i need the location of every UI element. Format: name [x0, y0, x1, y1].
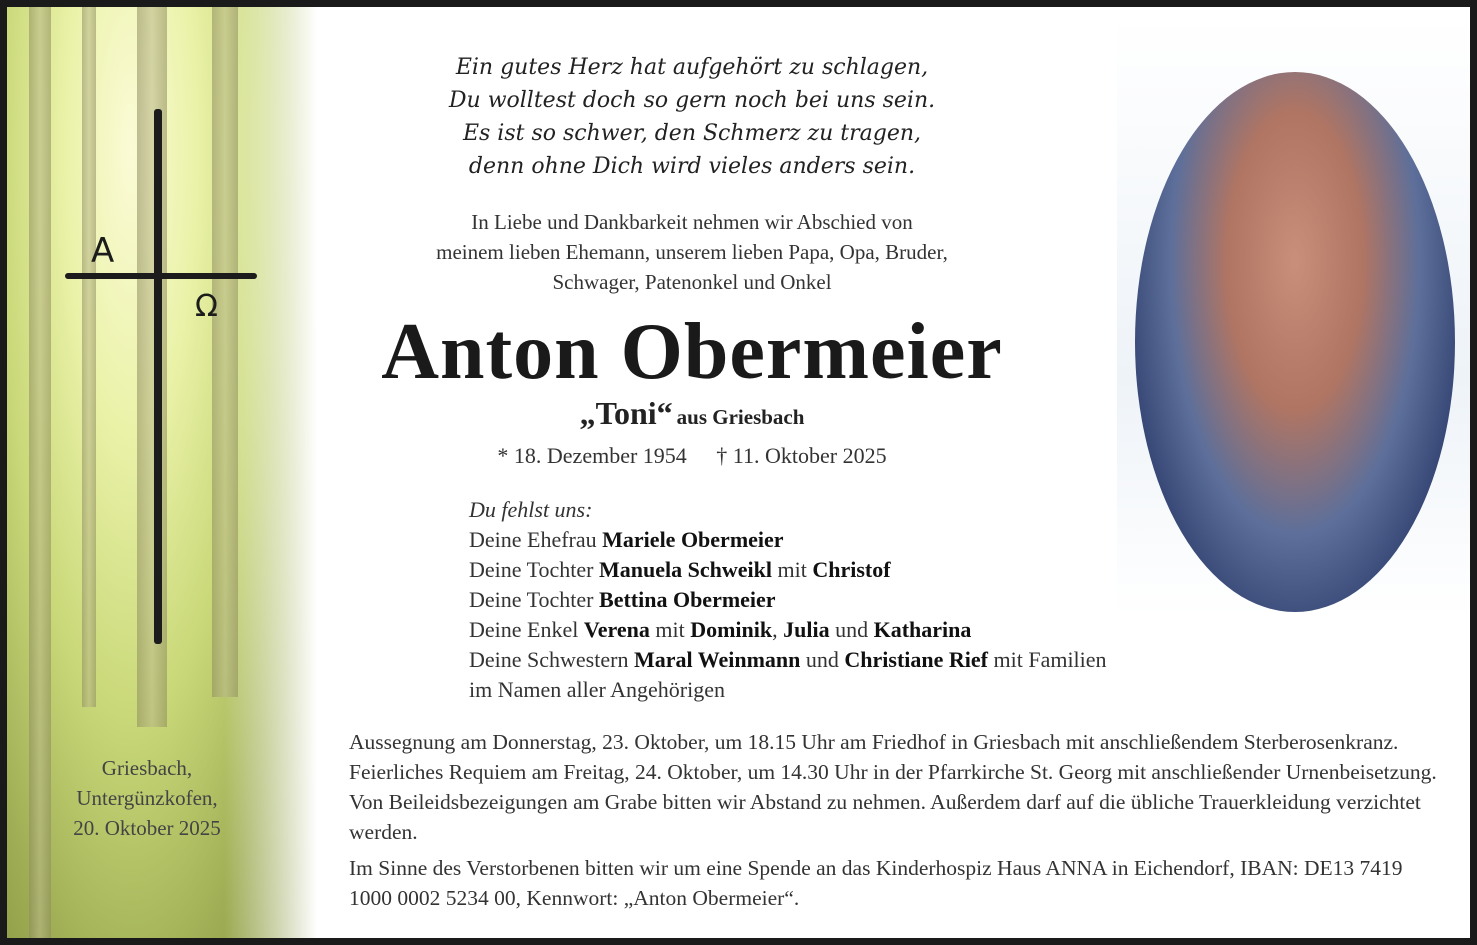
death-date: † 11. Oktober 2025 [716, 443, 887, 468]
relative-name: Christiane Rief [844, 647, 988, 672]
family-line [469, 615, 1229, 645]
cross-beam [65, 273, 257, 279]
connector: mit Familien [993, 647, 1107, 672]
alpha-symbol: A [91, 231, 115, 271]
family-line [469, 645, 1229, 675]
relative-name: Mariele Obermeier [602, 527, 784, 552]
relative-name: Verena [583, 617, 650, 642]
poem-line: denn ohne Dich wird vieles anders sein. [468, 154, 916, 179]
connector: mit [777, 557, 807, 582]
relation-label: Deine Tochter [469, 587, 594, 612]
life-dates [347, 443, 1037, 469]
poem-line: Du wolltest doch so gern noch bei uns sein. [448, 88, 936, 113]
connector: , [772, 617, 778, 642]
family-closing: im Namen aller Angehörigen [469, 677, 725, 702]
donation-info: Im Sinne des Verstorbenen bitten wir um eine Spende an das Kinderhospiz Haus ANNA in Eichendorf, IBAN: DE13 7419 1000 0002 5234 00, Kennwort: „Anton Obermeier“. [349, 856, 1403, 910]
relative-name: Manuela Schweikl [599, 557, 772, 582]
place-line: Untergünzkofen, [76, 786, 218, 810]
nickname-line [347, 395, 1037, 432]
place-date-line: 20. Oktober 2025 [73, 816, 221, 840]
family-line [469, 555, 1229, 585]
intro-text [347, 207, 1037, 297]
family-line [469, 525, 1229, 555]
connector: und [835, 617, 869, 642]
poem-line: Es ist so schwer, den Schmerz zu tragen, [462, 121, 922, 146]
funeral-details: Aussegnung am Donnerstag, 23. Oktober, um 18.15 Uhr am Friedhof in Griesbach mit anschließendem Sterberosenkranz. Feierliches Requiem am Freitag, 24. Oktober, um 14.30 Uhr in der Pfarrkirche St. Georg mit anschließender Urnenbeisetzung. Von Beileidsbezeigungen am Grabe bitten wir Abstand zu nehmen. Außerdem darf auf die übliche Trauerkleidung verzichtet werden. [349, 730, 1437, 844]
tree-trunk [212, 7, 238, 697]
relation-label: Deine Ehefrau [469, 527, 597, 552]
relative-name: Dominik [690, 617, 773, 642]
place-line: Griesbach, [101, 756, 193, 780]
relative-name: Bettina Obermeier [599, 587, 776, 612]
connector: mit [655, 617, 685, 642]
birth-date: * 18. Dezember 1954 [497, 443, 687, 468]
relative-name: Katharina [873, 617, 972, 642]
intro-line: In Liebe und Dankbarkeit nehmen wir Abschied von [471, 210, 913, 234]
omega-symbol: Ω [195, 289, 218, 324]
place-date [37, 753, 257, 843]
intro-line: Schwager, Patenonkel und Onkel [552, 270, 832, 294]
relation-label: Deine Tochter [469, 557, 594, 582]
nickname: „Toni“ [579, 395, 673, 431]
deceased-name: Anton Obermeier [381, 308, 1003, 396]
relative-name: Julia [783, 617, 830, 642]
connector: und [805, 647, 839, 672]
poem-line: Ein gutes Herz hat aufgehört zu schlagen, [455, 55, 929, 80]
relation-label: Deine Schwestern [469, 647, 629, 672]
relative-name: Maral Weinmann [633, 647, 801, 672]
forest-image [7, 7, 317, 945]
cross-icon [154, 109, 162, 644]
relative-name: Christof [812, 557, 891, 582]
family-list [469, 495, 1229, 705]
relation-label: Deine Enkel [469, 617, 579, 642]
tree-trunk [82, 7, 96, 707]
intro-line: meinem lieben Ehemann, unserem lieben Papa, Opa, Bruder, [436, 240, 948, 264]
funeral-info [349, 727, 1449, 919]
family-title: Du fehlst uns: [469, 497, 593, 522]
origin: aus Griesbach [676, 405, 805, 429]
poem [377, 51, 1007, 183]
family-line [469, 585, 1229, 615]
tree-trunk [137, 7, 167, 727]
